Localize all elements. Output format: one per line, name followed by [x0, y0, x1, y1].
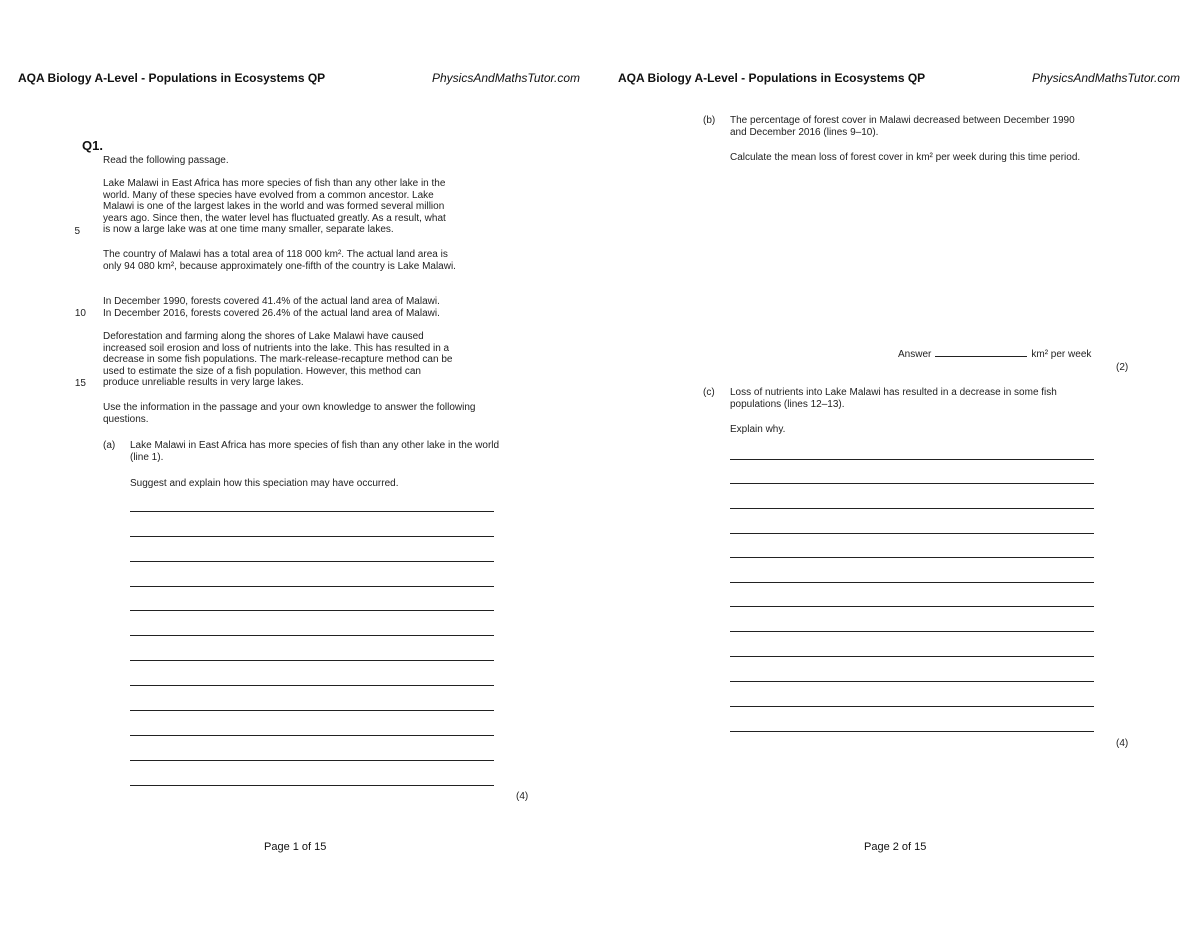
page-footer: Page 2 of 15 [864, 841, 927, 853]
answer-line[interactable] [130, 635, 494, 636]
line-number-15: 15 [74, 378, 86, 389]
page-2 [600, 0, 1200, 927]
passage-paragraph-1: Lake Malawi in East Africa has more species of fish than any other lake in the world. Many of these species have evolved from a common ancestor. Lake Malawi is one of the largest lakes in the world and was formed several million years ago. Since then, the water level has fluctuated greatly. As a result, what is now a large lake was at one time many smaller, separate lakes. [103, 178, 446, 235]
answer-blank[interactable] [935, 347, 1027, 357]
answer-line[interactable] [730, 681, 1094, 682]
part-b-prompt: Calculate the mean loss of forest cover in km² per week during this time period. [730, 152, 1081, 163]
answer-line[interactable] [730, 459, 1094, 460]
answer-line[interactable] [130, 785, 494, 786]
answer-line[interactable] [730, 483, 1094, 484]
answer-line[interactable] [130, 511, 494, 512]
answer-line[interactable] [130, 660, 494, 661]
header-site: PhysicsAndMathsTutor.com [432, 71, 581, 85]
part-a-question: Lake Malawi in East Africa has more species of fish than any other lake in the world (line 1). [130, 440, 500, 463]
answer-line[interactable] [130, 710, 494, 711]
part-b-label: (b) [703, 115, 716, 126]
answer-line[interactable] [730, 606, 1094, 607]
answer-line[interactable] [730, 731, 1094, 732]
answer-line[interactable] [730, 508, 1094, 509]
answer-line[interactable] [730, 631, 1094, 632]
part-c-prompt: Explain why. [730, 424, 786, 435]
answer-line[interactable] [130, 561, 494, 562]
part-c-marks: (4) [1116, 738, 1129, 749]
header-title: AQA Biology A-Level - Populations in Ecosystems QP [618, 71, 926, 85]
header-title: AQA Biology A-Level - Populations in Ecosystems QP [18, 71, 326, 85]
answer-unit: km² per week [1031, 349, 1092, 360]
answer-line[interactable] [130, 760, 494, 761]
passage-intro: Read the following passage. [103, 155, 229, 166]
answer-line[interactable] [130, 685, 494, 686]
line-number-5: 5 [74, 226, 80, 237]
answer-line[interactable] [730, 557, 1094, 558]
answer-line[interactable] [130, 586, 494, 587]
passage-paragraph-4: Deforestation and farming along the shores of Lake Malawi have caused increased soil erosion and loss of nutrients into the lake. This has resulted in a decrease in some fish populations. The mark-release-recapture method can be used to estimate the size of a fish population. However, this method can produce unreliable results in very large lakes. [103, 331, 453, 388]
part-b-marks: (2) [1116, 362, 1129, 373]
header-site: PhysicsAndMathsTutor.com [1032, 71, 1181, 85]
passage-paragraph-3b: In December 2016, forests covered 26.4% of the actual land area of Malawi. [103, 308, 440, 319]
question-number: Q1. [82, 138, 103, 153]
part-a-prompt: Suggest and explain how this speciation may have occurred. [130, 478, 399, 489]
page-footer: Page 1 of 15 [264, 841, 327, 853]
instruction-text: Use the information in the passage and your own knowledge to answer the following questions. [103, 402, 476, 425]
passage-paragraph-3a: In December 1990, forests covered 41.4% of the actual land area of Malawi. [103, 296, 440, 307]
answer-line[interactable] [130, 735, 494, 736]
answer-line[interactable] [730, 533, 1094, 534]
answer-label: Answer [898, 349, 932, 360]
answer-line[interactable] [130, 536, 494, 537]
answer-line[interactable] [130, 610, 494, 611]
part-c-question: Loss of nutrients into Lake Malawi has resulted in a decrease in some fish populations (lines 12–13). [730, 387, 1057, 410]
answer-line[interactable] [730, 582, 1094, 583]
passage-paragraph-2: The country of Malawi has a total area of 118 000 km². The actual land area is only 94 080 km², because approximately one-fifth of the country is Lake Malawi. [103, 249, 456, 272]
line-number-10: 10 [74, 308, 86, 319]
part-a-marks: (4) [516, 791, 529, 802]
answer-line[interactable] [730, 706, 1094, 707]
part-c-label: (c) [703, 387, 715, 398]
answer-field-b[interactable] [898, 347, 1091, 361]
answer-line[interactable] [730, 656, 1094, 657]
part-a-label: (a) [103, 440, 116, 451]
part-b-question: The percentage of forest cover in Malawi decreased between December 1990 and December 2016 (lines 9–10). [730, 115, 1075, 138]
